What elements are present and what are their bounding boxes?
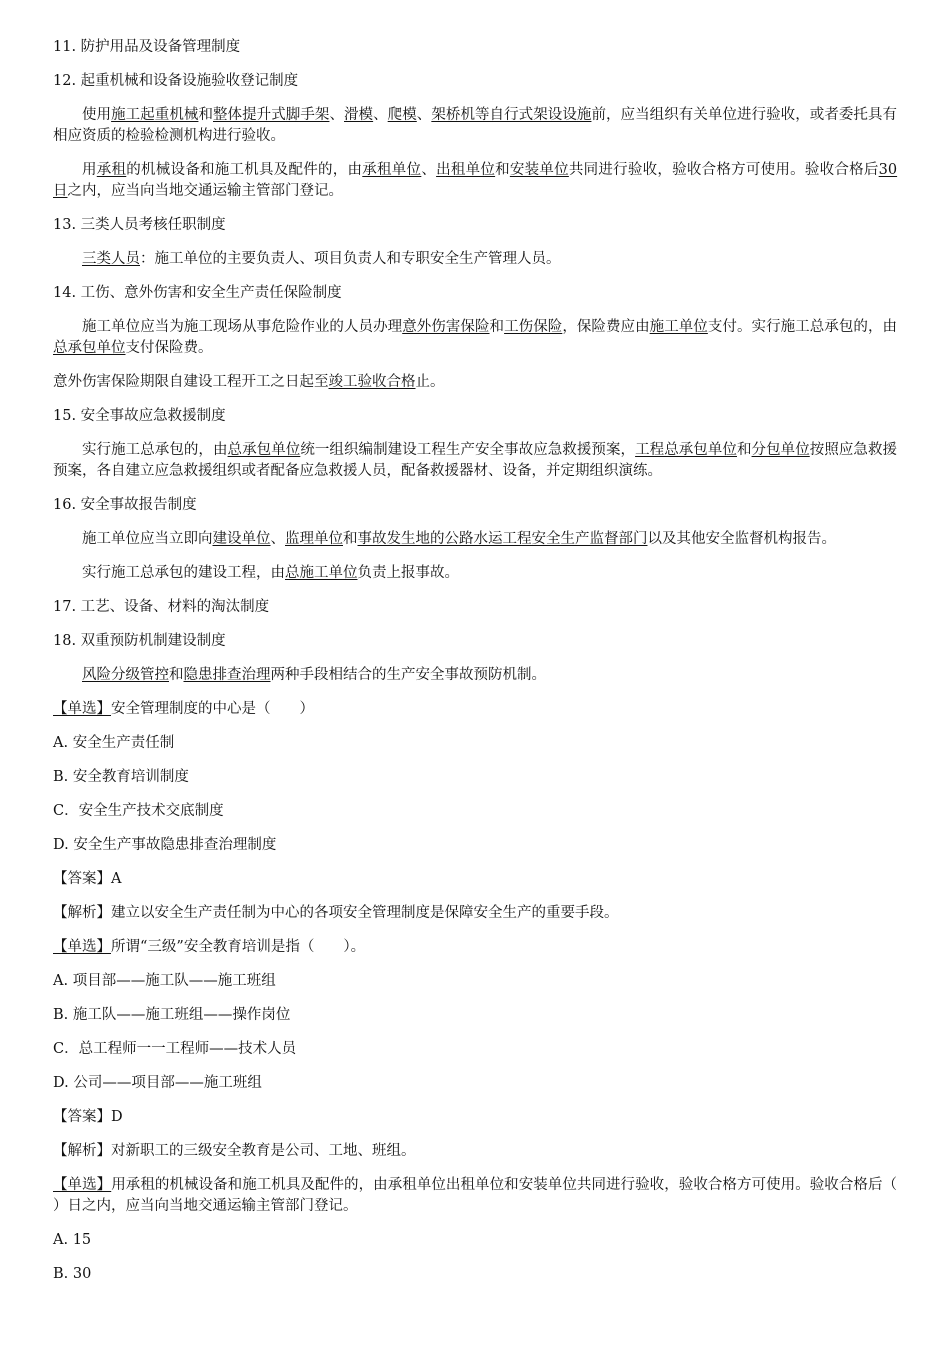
underlined-term: 总施工单位 [285,565,358,581]
text: 统一组织编制建设工程生产安全事故应急救援预案， [300,442,636,458]
section-heading-11: 11. 防护用品及设备管理制度 [53,39,241,55]
underlined-term: 事故发生地的公路水运工程安全生产监督部门 [357,531,648,547]
underlined-term: 承租单位 [362,162,422,178]
question-2-answer: 【答案】D [53,1109,123,1125]
text: 之内，应当向当地交通运输主管部门登记。 [67,183,343,199]
question-3-stem [53,1175,897,1217]
text: 实行施工总承包的，由 [82,442,228,458]
text: 共同进行验收，验收合格方可使用。验收合格后 [568,162,879,178]
paragraph-leased-equipment [53,160,897,202]
underlined-term: 30日 [53,162,898,199]
text: 、 [421,162,437,178]
underlined-term: 建设单位 [212,531,271,547]
text: 和 [343,531,358,547]
paragraph-dual-prevention [53,665,897,686]
underlined-term: 架桥机等自行式架设设施 [431,107,592,123]
question-1-explanation: 【解析】建立以安全生产责任制为中心的各项安全管理制度是保障安全生产的重要手段。 [53,905,619,921]
underlined-term: 出租单位 [436,162,496,178]
document-page [53,37,897,1298]
underlined-term: 总承包单位 [227,442,301,458]
question-text: 所谓“三级”安全教育培训是指（ ）。 [111,939,366,955]
text: 和 [736,442,752,458]
text: 施工单位应当为施工现场从事危险作业的人员办理 [82,319,403,335]
underlined-term: 风险分级管控 [82,667,169,683]
question-1-option-d: D. 安全生产事故隐患排查治理制度 [53,837,277,853]
underlined-term: 工伤保险 [504,319,563,335]
question-1-option-a: A. 安全生产责任制 [53,735,175,751]
text: 施工单位应当立即向 [82,531,213,547]
question-2-option-c: C．总工程师一一工程师——技术人员 [53,1041,297,1057]
question-1-stem [53,699,897,720]
question-3-option-a: A. 15 [53,1232,92,1248]
underlined-term: 隐患排查治理 [183,667,271,683]
underlined-term: 总承包单位 [53,340,126,356]
text: 支付。实行施工总承包的，由 [707,319,898,335]
text: 和 [198,107,213,123]
question-2-option-d: D. 公司——项目部——施工班组 [53,1075,262,1091]
section-heading-17: 17. 工艺、设备、材料的淘汰制度 [53,599,270,615]
underlined-term: 竣工验收合格 [328,374,416,390]
underlined-term: 工程总承包单位 [635,442,737,458]
text: 两种手段相结合的生产安全事故预防机制。 [270,667,546,683]
paragraph-lifting-acceptance [53,105,897,147]
text: 按照应急救援预案，各自建立应急救援组织或者配备应急救援人员，配备救援器材、设备，并定期组织演练。 [53,442,898,479]
underlined-term: 三类人员 [82,251,140,267]
section-heading-18: 18. 双重预防机制建设制度 [53,633,226,649]
question-2-stem [53,937,897,958]
underlined-term: 施工单位 [649,319,708,335]
text: 用 [82,162,97,178]
underlined-term: 整体提升式脚手架 [213,107,330,123]
question-2-option-b: B. 施工队——施工班组——操作岗位 [53,1007,291,1023]
section-heading-12: 12. 起重机械和设备设施验收登记制度 [53,73,299,89]
text: 、 [416,107,432,123]
question-text: 安全管理制度的中心是（ ） [111,701,314,717]
text: 、 [329,107,344,123]
text: 前，应当组织有关单位进行验收，或者委托具有相应资质的检验检测机构进行验收。 [53,107,898,144]
text: 实行施工总承包的建设工程，由 [82,565,285,581]
text: 和 [489,319,505,335]
text: 负责上报事故。 [357,565,459,581]
section-heading-15: 15. 安全事故应急救援制度 [53,408,226,424]
underlined-term: 分包单位 [751,442,810,458]
section-heading-16: 16. 安全事故报告制度 [53,497,197,513]
question-1-option-c: C．安全生产技术交底制度 [53,803,224,819]
text: 以及其他安全监督机构报告。 [647,531,836,547]
underlined-term: 施工起重机械 [111,107,199,123]
text: 止。 [415,374,445,390]
paragraph-insurance [53,317,897,359]
paragraph-accident-report [53,529,897,550]
question-type-tag: 【单选】 [53,1177,112,1193]
question-1-option-b: B. 安全教育培训制度 [53,769,189,785]
question-text: 用承租的机械设备和施工机具及配件的，由承租单位出租单位和安装单位共同进行验收，验收合格方可使用。验收合格后（ ）日之内，应当向当地交通运输主管部门登记。 [53,1177,898,1214]
text: ：施工单位的主要负责人、项目负责人和专职安全生产管理人员。 [140,251,561,267]
underlined-term: 监理单位 [285,531,343,547]
underlined-term: 滑模 [344,107,374,123]
text: ，保险费应由 [562,319,650,335]
section-heading-13: 13. 三类人员考核任职制度 [53,217,226,233]
question-2-option-a: A. 项目部——施工队——施工班组 [53,973,276,989]
question-type-tag: 【单选】 [53,701,111,717]
paragraph-emergency-rescue [53,440,897,482]
text: 和 [169,667,184,683]
underlined-term: 安装单位 [509,162,569,178]
question-type-tag: 【单选】 [53,939,111,955]
text: 的机械设备和施工机具及配件的，由 [126,162,363,178]
question-1-answer: 【答案】A [53,871,122,887]
underlined-term: 爬模 [387,107,417,123]
text: 使用 [82,107,112,123]
question-2-explanation: 【解析】对新职工的三级安全教育是公司、工地、班组。 [53,1143,416,1159]
text: 、 [373,107,388,123]
underlined-term: 承租 [96,162,127,178]
paragraph-general-contractor-report [53,563,897,584]
question-3-option-b: B. 30 [53,1266,92,1282]
paragraph-insurance-period [53,372,897,393]
text: 支付保险费。 [125,340,213,356]
text: 和 [495,162,510,178]
underlined-term: 意外伤害保险 [402,319,490,335]
text: 、 [270,531,285,547]
text: 意外伤害保险期限自建设工程开工之日起至 [53,374,329,390]
section-heading-14: 14. 工伤、意外伤害和安全生产责任保险制度 [53,285,342,301]
paragraph-three-types-personnel [53,249,897,270]
